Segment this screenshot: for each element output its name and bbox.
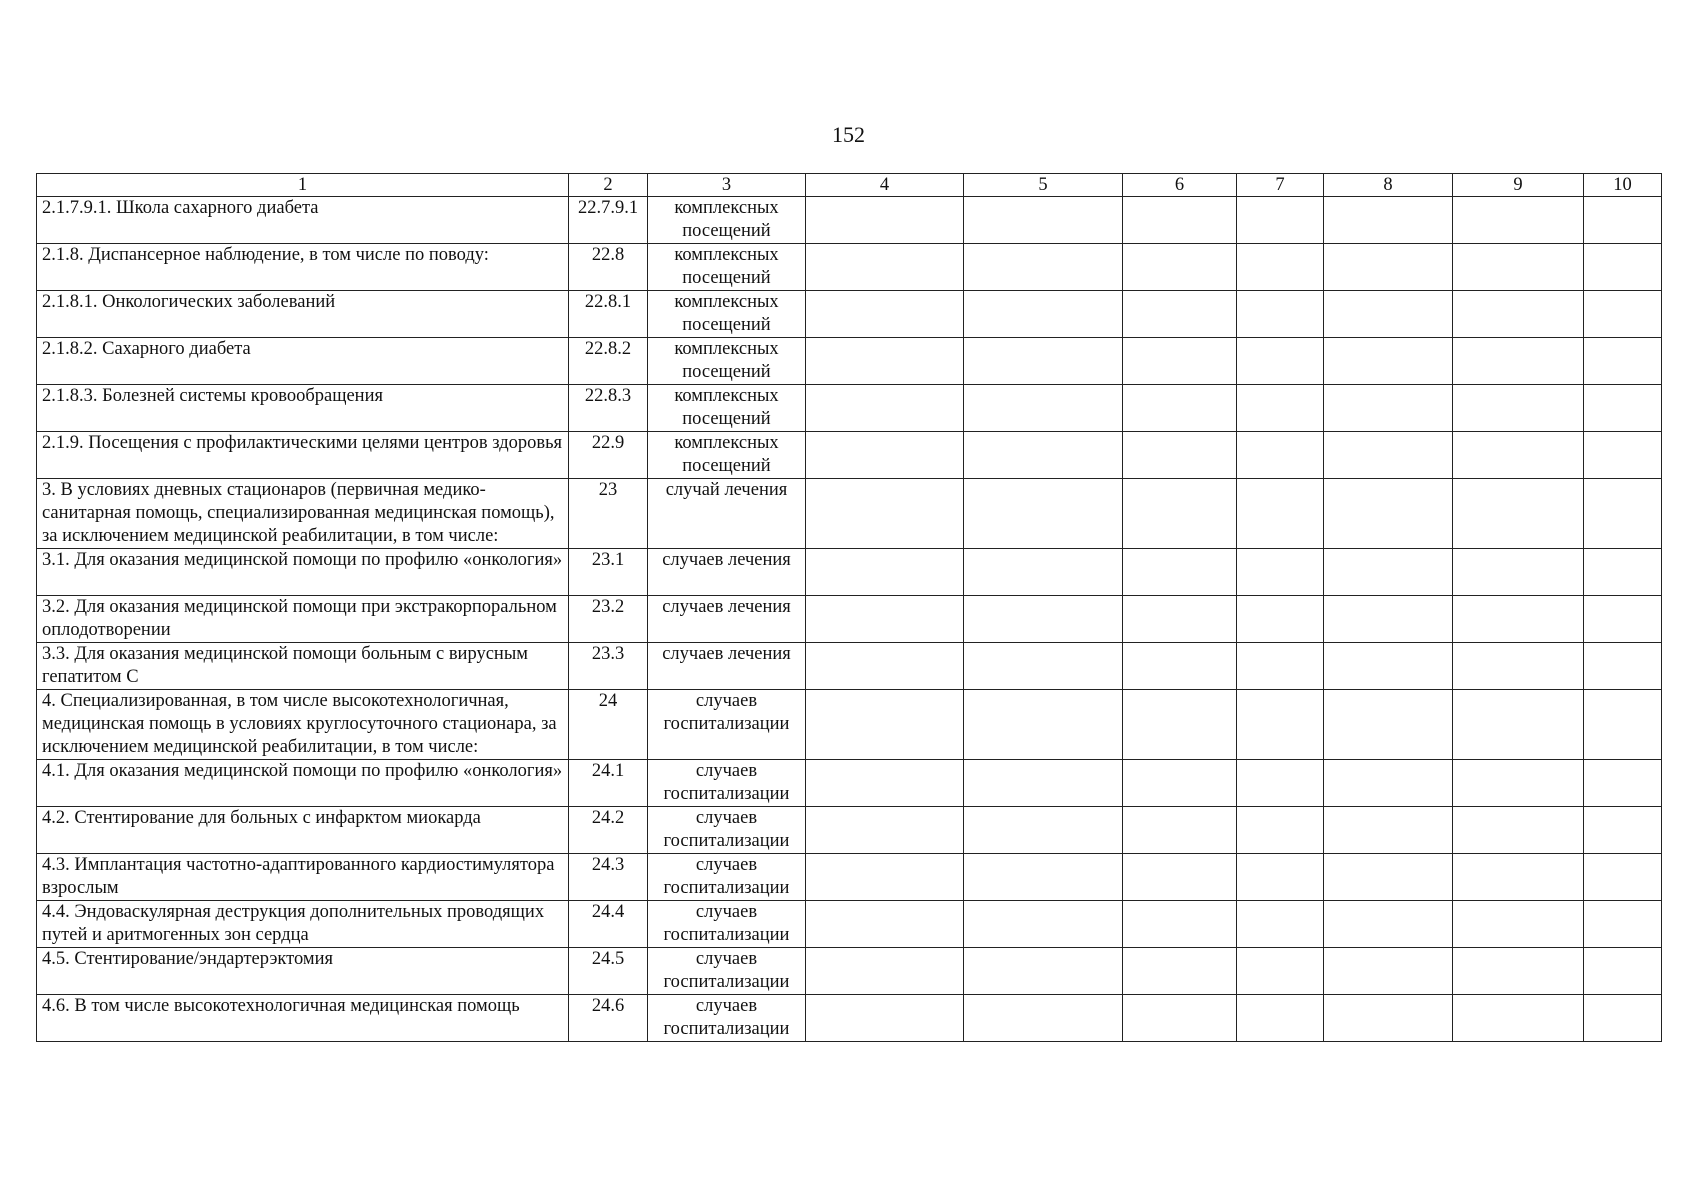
row-code-cell: 22.9 — [569, 432, 648, 479]
empty-value-cell — [1453, 549, 1584, 596]
empty-value-cell — [806, 995, 964, 1042]
empty-value-cell — [1584, 549, 1662, 596]
unit-cell: случаев госпитализации — [648, 760, 806, 807]
empty-value-cell — [964, 479, 1123, 549]
empty-value-cell — [1237, 854, 1324, 901]
empty-value-cell — [1237, 479, 1324, 549]
empty-value-cell — [1584, 760, 1662, 807]
unit-cell: комплексных посещений — [648, 197, 806, 244]
indicator-name-cell: 2.1.8.2. Сахарного диабета — [37, 338, 569, 385]
page-number: 152 — [832, 122, 865, 147]
empty-value-cell — [964, 690, 1123, 760]
table-row — [37, 385, 1662, 432]
empty-value-cell — [1237, 244, 1324, 291]
empty-value-cell — [1584, 244, 1662, 291]
row-code-cell: 24 — [569, 690, 648, 760]
unit-cell: случаев госпитализации — [648, 948, 806, 995]
unit-cell: случаев лечения — [648, 549, 806, 596]
empty-value-cell — [1123, 244, 1237, 291]
indicator-name-cell: 4.4. Эндоваскулярная деструкция дополнительных проводящих путей и аритмогенных зон сердца — [37, 901, 569, 948]
empty-value-cell — [1584, 479, 1662, 549]
empty-value-cell — [1123, 338, 1237, 385]
empty-value-cell — [1453, 432, 1584, 479]
empty-value-cell — [964, 385, 1123, 432]
indicator-name-cell: 2.1.7.9.1. Школа сахарного диабета — [37, 197, 569, 244]
column-header: 4 — [806, 174, 964, 197]
empty-value-cell — [1324, 479, 1453, 549]
empty-value-cell — [1584, 432, 1662, 479]
table-row — [37, 197, 1662, 244]
empty-value-cell — [964, 854, 1123, 901]
table-row — [37, 995, 1662, 1042]
row-code-cell: 23.1 — [569, 549, 648, 596]
row-code-cell: 23 — [569, 479, 648, 549]
empty-value-cell — [964, 291, 1123, 338]
empty-value-cell — [1123, 549, 1237, 596]
row-code-cell: 24.5 — [569, 948, 648, 995]
empty-value-cell — [1453, 760, 1584, 807]
unit-cell: случаев госпитализации — [648, 901, 806, 948]
empty-value-cell — [1123, 432, 1237, 479]
empty-value-cell — [1324, 197, 1453, 244]
unit-cell: комплексных посещений — [648, 244, 806, 291]
empty-value-cell — [806, 690, 964, 760]
empty-value-cell — [964, 948, 1123, 995]
unit-cell: комплексных посещений — [648, 291, 806, 338]
empty-value-cell — [1123, 596, 1237, 643]
row-code-cell: 24.4 — [569, 901, 648, 948]
table-row — [37, 432, 1662, 479]
empty-value-cell — [1324, 596, 1453, 643]
indicator-name-cell: 2.1.9. Посещения с профилактическими целями центров здоровья — [37, 432, 569, 479]
empty-value-cell — [1237, 995, 1324, 1042]
table-row — [37, 549, 1662, 596]
table-row — [37, 291, 1662, 338]
table-row — [37, 854, 1662, 901]
empty-value-cell — [1237, 901, 1324, 948]
empty-value-cell — [806, 479, 964, 549]
row-code-cell: 24.1 — [569, 760, 648, 807]
empty-value-cell — [1584, 901, 1662, 948]
empty-value-cell — [1584, 338, 1662, 385]
empty-value-cell — [806, 901, 964, 948]
empty-value-cell — [806, 338, 964, 385]
unit-cell: случаев госпитализации — [648, 690, 806, 760]
row-code-cell: 22.7.9.1 — [569, 197, 648, 244]
indicator-name-cell: 4.5. Стентирование/эндартерэктомия — [37, 948, 569, 995]
empty-value-cell — [806, 643, 964, 690]
empty-value-cell — [1123, 690, 1237, 760]
empty-value-cell — [1123, 995, 1237, 1042]
empty-value-cell — [1584, 596, 1662, 643]
indicator-name-cell: 3.2. Для оказания медицинской помощи при экстракорпоральном оплодотворении — [37, 596, 569, 643]
indicator-name-cell: 3.3. Для оказания медицинской помощи больным с вирусным гепатитом С — [37, 643, 569, 690]
empty-value-cell — [964, 995, 1123, 1042]
empty-value-cell — [1324, 643, 1453, 690]
row-code-cell: 24.2 — [569, 807, 648, 854]
column-header: 10 — [1584, 174, 1662, 197]
empty-value-cell — [1584, 197, 1662, 244]
unit-cell: случаев госпитализации — [648, 854, 806, 901]
empty-value-cell — [1324, 291, 1453, 338]
empty-value-cell — [1123, 807, 1237, 854]
empty-value-cell — [1453, 197, 1584, 244]
empty-value-cell — [806, 244, 964, 291]
indicator-name-cell: 4.3. Имплантация частотно-адаптированного кардиостимулятора взрослым — [37, 854, 569, 901]
row-code-cell: 24.6 — [569, 995, 648, 1042]
column-header: 9 — [1453, 174, 1584, 197]
row-code-cell: 22.8.3 — [569, 385, 648, 432]
empty-value-cell — [1453, 385, 1584, 432]
table-header — [37, 174, 1662, 197]
empty-value-cell — [1584, 995, 1662, 1042]
empty-value-cell — [1324, 760, 1453, 807]
row-code-cell: 23.3 — [569, 643, 648, 690]
empty-value-cell — [1237, 197, 1324, 244]
unit-cell: случаев госпитализации — [648, 807, 806, 854]
column-header: 3 — [648, 174, 806, 197]
empty-value-cell — [964, 197, 1123, 244]
indicator-name-cell: 2.1.8. Диспансерное наблюдение, в том числе по поводу: — [37, 244, 569, 291]
empty-value-cell — [964, 807, 1123, 854]
row-code-cell: 24.3 — [569, 854, 648, 901]
empty-value-cell — [806, 197, 964, 244]
empty-value-cell — [1123, 385, 1237, 432]
empty-value-cell — [806, 385, 964, 432]
table-row — [37, 760, 1662, 807]
empty-value-cell — [806, 807, 964, 854]
row-code-cell: 22.8.1 — [569, 291, 648, 338]
empty-value-cell — [806, 760, 964, 807]
indicator-name-cell: 3. В условиях дневных стационаров (первичная медико-санитарная помощь, специализированная медицинская помощь), за исключением медицинской реабилитации, в том числе: — [37, 479, 569, 549]
empty-value-cell — [1584, 807, 1662, 854]
unit-cell: случаев госпитализации — [648, 995, 806, 1042]
unit-cell: комплексных посещений — [648, 338, 806, 385]
empty-value-cell — [1123, 643, 1237, 690]
empty-value-cell — [1453, 807, 1584, 854]
empty-value-cell — [1237, 596, 1324, 643]
empty-value-cell — [806, 948, 964, 995]
empty-value-cell — [1453, 479, 1584, 549]
column-header: 8 — [1324, 174, 1453, 197]
empty-value-cell — [1237, 432, 1324, 479]
empty-value-cell — [964, 338, 1123, 385]
column-header: 5 — [964, 174, 1123, 197]
empty-value-cell — [806, 432, 964, 479]
empty-value-cell — [1453, 690, 1584, 760]
empty-value-cell — [1584, 948, 1662, 995]
indicator-name-cell: 4.2. Стентирование для больных с инфарктом миокарда — [37, 807, 569, 854]
empty-value-cell — [1324, 244, 1453, 291]
empty-value-cell — [1324, 385, 1453, 432]
indicator-name-cell: 3.1. Для оказания медицинской помощи по профилю «онкология» — [37, 549, 569, 596]
table-row — [37, 643, 1662, 690]
unit-cell: случаев лечения — [648, 596, 806, 643]
table-body — [37, 197, 1662, 1042]
empty-value-cell — [1324, 995, 1453, 1042]
empty-value-cell — [1324, 690, 1453, 760]
empty-value-cell — [1123, 479, 1237, 549]
empty-value-cell — [1324, 549, 1453, 596]
empty-value-cell — [1453, 995, 1584, 1042]
column-header: 1 — [37, 174, 569, 197]
empty-value-cell — [1453, 948, 1584, 995]
empty-value-cell — [806, 854, 964, 901]
empty-value-cell — [1453, 244, 1584, 291]
unit-cell: комплексных посещений — [648, 432, 806, 479]
data-table — [36, 173, 1662, 1042]
indicator-name-cell: 4.1. Для оказания медицинской помощи по профилю «онкология» — [37, 760, 569, 807]
empty-value-cell — [1453, 596, 1584, 643]
unit-cell: случай лечения — [648, 479, 806, 549]
empty-value-cell — [806, 549, 964, 596]
empty-value-cell — [1324, 948, 1453, 995]
empty-value-cell — [1453, 854, 1584, 901]
empty-value-cell — [1237, 385, 1324, 432]
table-row — [37, 901, 1662, 948]
empty-value-cell — [964, 643, 1123, 690]
empty-value-cell — [1584, 690, 1662, 760]
table-row — [37, 479, 1662, 549]
row-code-cell: 23.2 — [569, 596, 648, 643]
empty-value-cell — [1324, 854, 1453, 901]
table-row — [37, 690, 1662, 760]
table-row — [37, 807, 1662, 854]
empty-value-cell — [1453, 643, 1584, 690]
unit-cell: комплексных посещений — [648, 385, 806, 432]
empty-value-cell — [964, 901, 1123, 948]
table-row — [37, 338, 1662, 385]
indicator-name-cell: 4. Специализированная, в том числе высокотехнологичная, медицинская помощь в условиях круглосуточного стационара, за исключением медицинской реабилитации, в том числе: — [37, 690, 569, 760]
row-code-cell: 22.8 — [569, 244, 648, 291]
column-header: 2 — [569, 174, 648, 197]
empty-value-cell — [964, 549, 1123, 596]
table-row — [37, 244, 1662, 291]
empty-value-cell — [1237, 760, 1324, 807]
empty-value-cell — [1237, 807, 1324, 854]
empty-value-cell — [964, 760, 1123, 807]
indicator-name-cell: 2.1.8.3. Болезней системы кровообращения — [37, 385, 569, 432]
column-header: 6 — [1123, 174, 1237, 197]
empty-value-cell — [1584, 854, 1662, 901]
empty-value-cell — [806, 291, 964, 338]
empty-value-cell — [964, 244, 1123, 291]
indicator-name-cell: 2.1.8.1. Онкологических заболеваний — [37, 291, 569, 338]
empty-value-cell — [1584, 291, 1662, 338]
empty-value-cell — [1324, 432, 1453, 479]
empty-value-cell — [1324, 807, 1453, 854]
empty-value-cell — [1237, 643, 1324, 690]
empty-value-cell — [1123, 901, 1237, 948]
empty-value-cell — [1123, 291, 1237, 338]
empty-value-cell — [1584, 643, 1662, 690]
empty-value-cell — [1237, 291, 1324, 338]
empty-value-cell — [964, 596, 1123, 643]
column-header: 7 — [1237, 174, 1324, 197]
table-row — [37, 948, 1662, 995]
empty-value-cell — [1123, 197, 1237, 244]
empty-value-cell — [1123, 948, 1237, 995]
row-code-cell: 22.8.2 — [569, 338, 648, 385]
empty-value-cell — [1237, 549, 1324, 596]
empty-value-cell — [806, 596, 964, 643]
empty-value-cell — [1324, 901, 1453, 948]
unit-cell: случаев лечения — [648, 643, 806, 690]
empty-value-cell — [1123, 854, 1237, 901]
empty-value-cell — [1237, 690, 1324, 760]
empty-value-cell — [1453, 338, 1584, 385]
column-number-row — [37, 174, 1662, 197]
empty-value-cell — [1123, 760, 1237, 807]
empty-value-cell — [1453, 901, 1584, 948]
empty-value-cell — [1324, 338, 1453, 385]
indicator-name-cell: 4.6. В том числе высокотехнологичная медицинская помощь — [37, 995, 569, 1042]
empty-value-cell — [964, 432, 1123, 479]
empty-value-cell — [1453, 291, 1584, 338]
empty-value-cell — [1584, 385, 1662, 432]
empty-value-cell — [1237, 338, 1324, 385]
empty-value-cell — [1237, 948, 1324, 995]
table-row — [37, 596, 1662, 643]
